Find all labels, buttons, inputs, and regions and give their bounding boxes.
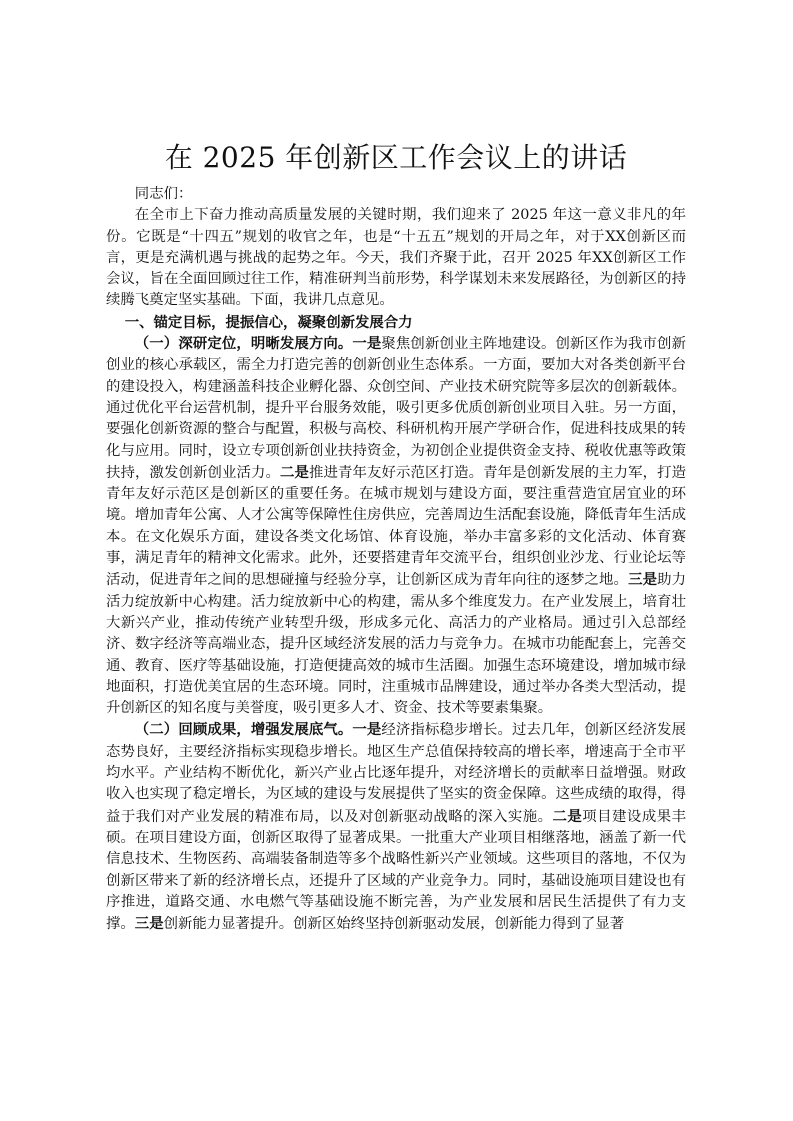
point-label: 一是: [352, 335, 382, 353]
point-text: 聚焦创新创业主阵地建设。创新区作为我市创新创业的核心承载区，需全力打造完善的创新创业生态体系。一方面，要加大对各类创新平台的建设投入，构建涵盖科技企业孵化器、众创空间、产业技术研究院等多层次的创新载体。通过优化平台运营机制，提升平台服务效能，吸引更多优质创新创业项目入驻。另一方面，要强化创新资源的整合与配置，积极与高校、科研机构开展产学研合作，促进科技成果的转化与应用。同时，设立专项创新创业扶持资金，为初创企业提供资金支持、税收优惠等政策扶持，激发创新创业活力。: [106, 336, 686, 481]
point-label: 三是: [628, 571, 658, 589]
point-text: 推进青年友好示范区打造。青年是创新发展的主力军，打造青年友好示范区是创新区的重要任务。在城市规划与建设方面，要注重营造宜居宜业的环境。增加青年公寓、人才公寓等保障性住房供应，完善周边生活配套设施，降低青年生活成本。在文化娱乐方面，建设各类文化场馆、体育设施，举办丰富多彩的文化活动、体育赛事，满足青年的精神文化需求。此外，还要搭建青年交流平台，组织创业沙龙、行业论坛等活动，促进青年之间的思想碰撞与经验分享，让创新区成为青年向往的逐梦之地。: [106, 464, 686, 589]
document-body: [106, 184, 686, 935]
intro-paragraph: 在全市上下奋力推动高质量发展的关键时期，我们迎来了 2025 年这一意义非凡的年份。它既是“十四五”规划的收官之年，也是“十五五”规划的开局之年，对于XX创新区而言，更是充满机遇与挑战的起势之年。今天，我们齐聚于此，召开 2025 年XX创新区工作会议，旨在全面回顾过往工作，精准研判当前形势，科学谋划未来发展路径，为创新区的持续腾飞奠定坚实基础。下面，我讲几点意见。: [106, 207, 686, 309]
document-title: 在 2025 年创新区工作会议上的讲话: [164, 141, 628, 174]
section-1-heading: 一、锚定目标，提振信心，凝聚创新发展合力: [124, 313, 413, 331]
point-label: 二是: [552, 807, 583, 825]
section-1-2-heading: （二）回顾成果，增强发展底气。: [134, 721, 353, 739]
point-text: 创新能力显著提升。创新区始终坚持创新驱动发展，创新能力得到了显著: [163, 916, 625, 933]
point-text: 助力活力绽放新中心构建。活力绽放新中心的构建，需从多个维度发力。在产业发展上，培育壮大新兴产业，推动传统产业转型升级，形成多元化、高活力的产业格局。通过引入总部经济、数字经济等高端业态，提升区域经济发展的活力与竞争力。在城市功能配套上，完善交通、教育、医疗等基础设施，打造便捷高效的城市生活圈。加强生态环境建设，增加城市绿地面积，打造优美宜居的生态环境。同时，注重城市品牌建设，通过举办各类大型活动，提升创新区的知名度与美誉度，吸引更多人才、资金、技术等要素集聚。: [106, 572, 686, 717]
point-label: 二是: [280, 463, 310, 481]
section-1-2-paragraph: [106, 719, 686, 935]
point-label: 一是: [352, 721, 382, 739]
point-text: 项目建设成果丰硕。在项目建设方面，创新区取得了显著成果。一批重大产业项目相继落地，涵盖了新一代信息技术、生物医药、高端装备制造等多个战略性新兴产业领域。这些项目的落地，不仅为创新区带来了新的经济增长点，还提升了区域的产业竞争力。同时，基础设施项目建设也有序推进，道路交通、水电燃气等基础设施不断完善，为产业发展和居民生活提供了有力支撑。: [106, 808, 686, 933]
section-1-1-heading: （一）深研定位，明晰发展方向。: [134, 335, 353, 353]
document-page: [106, 138, 686, 935]
point-label: 三是: [134, 915, 164, 933]
section-1-1-paragraph: [106, 333, 686, 719]
point-text: 经济指标稳步增长。过去几年，创新区经济发展态势良好，主要经济指标实现稳步增长。地区生产总值保持较高的增长率，增速高于全市平均水平。产业结构不断优化，新兴产业占比逐年提升，对经济增长的贡献率日益增强。财政收入也实现了稳定增长，为区域的建设与发展提供了坚实的资金保障。这些成绩的取得，得益于我们对产业发展的精准布局，以及对创新驱动战略的深入实施。: [106, 722, 686, 825]
salutation: 同志们：: [134, 186, 193, 202]
